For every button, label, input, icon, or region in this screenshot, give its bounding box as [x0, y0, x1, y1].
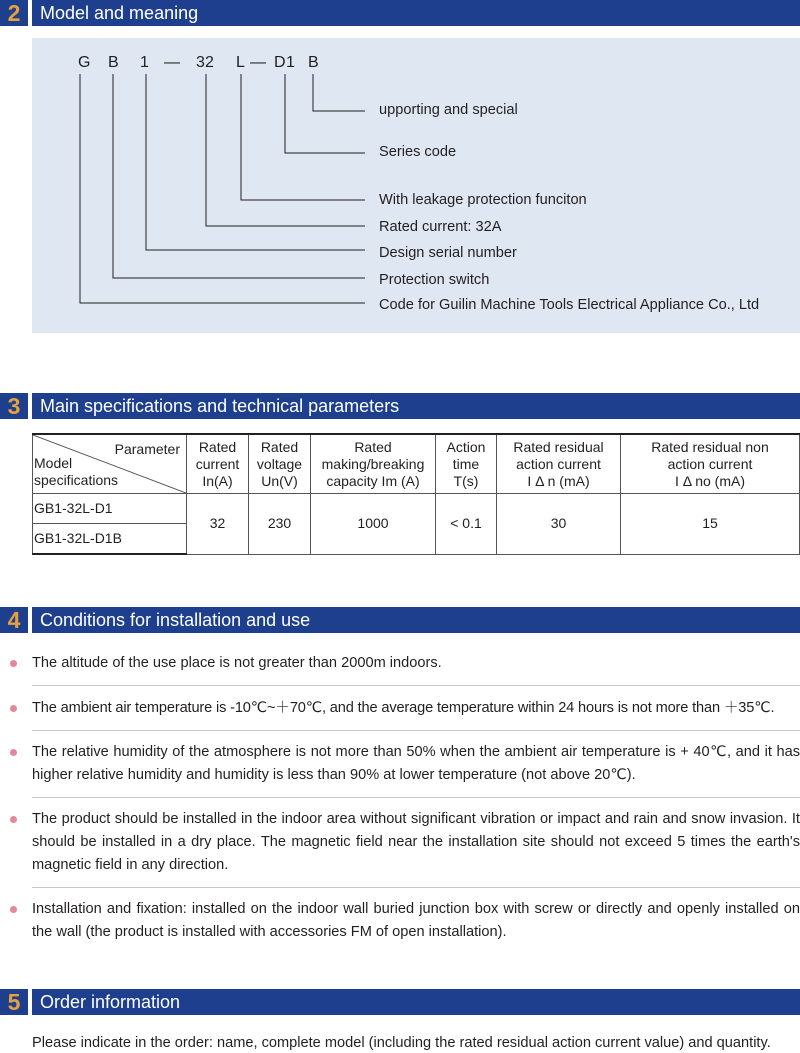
corner-model-label: [34, 455, 118, 489]
column-header: [497, 434, 621, 494]
header-line: Un(V): [261, 472, 298, 489]
list-item: [0, 652, 800, 675]
section-header-model: [0, 0, 800, 26]
model-cell: GB1-32L-D1: [33, 494, 187, 524]
header-line: current: [195, 455, 240, 472]
section-number: 5: [0, 989, 28, 1015]
list-item: [0, 898, 800, 944]
model-char: —: [164, 54, 180, 71]
header-line: Rated residual: [513, 438, 604, 455]
model-char: —: [250, 54, 266, 71]
model-char: 3: [196, 54, 205, 71]
conditions-list: [0, 652, 800, 944]
bullet-icon: [10, 906, 17, 913]
value-cell: < 0.1: [436, 494, 497, 555]
model-diagram: [32, 38, 800, 333]
bullet-icon: [10, 660, 17, 667]
section-header-specs: [0, 393, 800, 419]
header-line: In(A): [202, 472, 233, 489]
condition-text: The ambient air temperature is -10℃~＋70℃, and the average temperature within 24 hours is not more than ＋35℃.: [32, 700, 775, 716]
value-cell: 32: [187, 494, 249, 555]
header-line: time: [452, 455, 480, 472]
order-instructions: Please indicate in the order: name, complete model (including the rated residual action current value) and quantity.: [32, 1035, 771, 1051]
header-line: Rated residual non: [651, 438, 769, 455]
section-header-conditions: [0, 607, 800, 633]
meaning-label: Design serial number: [379, 245, 517, 261]
section-header-order: [0, 989, 800, 1015]
leader-lines: [80, 74, 365, 303]
model-cell: GB1-32L-D1B: [33, 524, 187, 555]
table-corner-cell: [33, 434, 187, 494]
meaning-label: Series code: [379, 144, 457, 160]
column-header: [187, 434, 249, 494]
model-char: 2: [205, 54, 214, 71]
header-line: making/breaking: [321, 455, 425, 472]
model-char: L: [236, 54, 245, 71]
meaning-label: upporting and special: [379, 102, 518, 118]
model-char: B: [108, 54, 119, 71]
header-line: Rated: [260, 438, 299, 455]
value-cell: 15: [621, 494, 800, 555]
header-line: Action: [446, 438, 486, 455]
model-char: B: [308, 54, 319, 71]
meaning-label: Code for Guilin Machine Tools Electrical Appliance Co., Ltd: [379, 297, 760, 313]
divider: [32, 730, 800, 731]
model-char: 1: [286, 54, 295, 71]
header-line: action current: [516, 455, 601, 472]
bullet-icon: [10, 816, 17, 823]
condition-text: The altitude of the use place is not greater than 2000m indoors.: [32, 655, 442, 671]
header-line: action current: [667, 455, 753, 472]
bullet-icon: [10, 705, 17, 712]
divider: [32, 685, 800, 686]
section-number: 4: [0, 607, 28, 633]
value-cell: 230: [249, 494, 311, 555]
table-row: [33, 494, 800, 524]
bullet-icon: [10, 749, 17, 756]
section-title: Model and meaning: [32, 0, 800, 26]
corner-model-line: specifications: [34, 472, 119, 488]
header-line: T(s): [453, 472, 479, 489]
list-item: [0, 808, 800, 877]
column-header: [311, 434, 436, 494]
model-char: G: [78, 54, 91, 71]
list-item: [0, 741, 800, 787]
value-cell: 30: [497, 494, 621, 555]
spec-table: [32, 433, 800, 555]
section-title: Main specifications and technical parameters: [32, 393, 800, 419]
column-header: [249, 434, 311, 494]
meaning-label: With leakage protection funciton: [379, 192, 587, 208]
column-header: [436, 434, 497, 494]
condition-text: The product should be installed in the indoor area without significant vibration or impact and rain and snow invasion. It should be installed in a dry place. The magnetic field near the installation site should not exceed 5 times the earth's magnetic field in any direction.: [32, 811, 800, 873]
header-line: capacity Im (A): [326, 472, 420, 489]
model-char: D: [274, 54, 286, 71]
section-title: Order information: [32, 989, 800, 1015]
condition-text: The relative humidity of the atmosphere is not more than 50% when the ambient air temperature is + 40℃, and it has higher relative humidity and humidity is less than 90% at lower temperature (not above 20℃).: [32, 744, 800, 783]
header-line: voltage: [256, 455, 303, 472]
meaning-label: Protection switch: [379, 272, 490, 288]
column-header: [621, 434, 800, 494]
value-cell: 1000: [311, 494, 436, 555]
divider: [32, 887, 800, 888]
table-header-row: [33, 434, 800, 494]
corner-parameter-label: Parameter: [114, 441, 180, 457]
header-line: Rated: [198, 438, 237, 455]
meaning-label: Rated current: 32A: [379, 219, 502, 235]
section-number: 3: [0, 393, 28, 419]
corner-model-line: Model: [34, 455, 73, 471]
header-line: I Δ n (mA): [527, 472, 590, 489]
model-char: 1: [140, 54, 149, 71]
condition-text: Installation and fixation: installed on the indoor wall buried junction box with screw or directly and openly installed on the wall (the product is installed with accessories FM of open installation).: [32, 901, 800, 940]
header-line: Rated: [354, 438, 392, 455]
divider: [32, 797, 800, 798]
section-number: 2: [0, 0, 28, 26]
section-title: Conditions for installation and use: [32, 607, 800, 633]
list-item: [0, 697, 800, 720]
model-diagram-svg: [32, 38, 800, 333]
header-line: I Δ no (mA): [674, 472, 746, 489]
